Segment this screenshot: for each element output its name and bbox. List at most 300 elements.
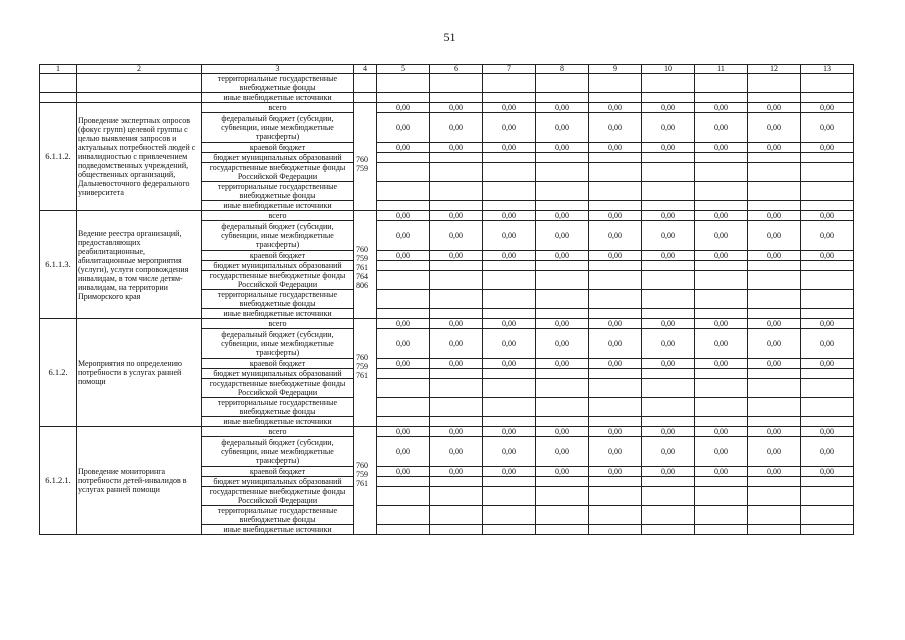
- value-cell: 0,00: [589, 251, 642, 261]
- value-cell: 0,00: [695, 103, 748, 113]
- value-cell: 0,00: [589, 319, 642, 329]
- kbk-code: 760: [356, 155, 368, 164]
- source-cell: всего: [202, 103, 354, 113]
- row-code: 6.1.2.1.: [40, 427, 77, 535]
- value-cell: 0,00: [589, 211, 642, 221]
- budget-table: [39, 64, 854, 535]
- value-cell: [377, 261, 430, 271]
- value-cell: 0,00: [748, 103, 801, 113]
- value-cell: 0,00: [748, 221, 801, 251]
- value-cell: 0,00: [377, 319, 430, 329]
- section-row: [40, 211, 854, 221]
- kbk-code: 760: [356, 461, 368, 470]
- value-cell: [801, 417, 854, 427]
- value-cell: 0,00: [430, 143, 483, 153]
- value-cell: [483, 309, 536, 319]
- value-cell: 0,00: [589, 427, 642, 437]
- value-cell: [748, 525, 801, 535]
- value-cell: 0,00: [483, 427, 536, 437]
- value-cell: 0,00: [801, 437, 854, 467]
- value-cell: [748, 487, 801, 506]
- value-cell: [748, 261, 801, 271]
- value-cell: [430, 398, 483, 417]
- value-cell: [642, 477, 695, 487]
- value-cell: [695, 261, 748, 271]
- value-cell: [430, 525, 483, 535]
- column-header-11: 11: [695, 65, 748, 74]
- value-cell: [377, 74, 430, 93]
- value-cell: [695, 477, 748, 487]
- source-cell: территориальные государственные внебюджетные фонды: [202, 398, 354, 417]
- column-header-7: 7: [483, 65, 536, 74]
- value-cell: [430, 487, 483, 506]
- value-cell: [589, 163, 642, 182]
- value-cell: 0,00: [748, 467, 801, 477]
- value-cell: 0,00: [589, 143, 642, 153]
- value-cell: [377, 153, 430, 163]
- value-cell: 0,00: [589, 221, 642, 251]
- source-cell: федеральный бюджет (субсидии, субвенции, иные межбюджетные трансферты): [202, 437, 354, 467]
- value-cell: [801, 153, 854, 163]
- value-cell: [695, 487, 748, 506]
- value-cell: 0,00: [430, 329, 483, 359]
- value-cell: [642, 93, 695, 103]
- kbk-code: 760: [356, 353, 368, 362]
- source-cell: федеральный бюджет (субсидии, субвенции, иные межбюджетные трансферты): [202, 113, 354, 143]
- value-cell: [483, 398, 536, 417]
- value-cell: 0,00: [536, 211, 589, 221]
- row-code: 6.1.2.: [40, 319, 77, 427]
- value-cell: 0,00: [695, 143, 748, 153]
- value-cell: [483, 182, 536, 201]
- value-cell: [483, 379, 536, 398]
- source-cell: бюджет муниципальных образований: [202, 477, 354, 487]
- source-cell: иные внебюджетные источники: [202, 93, 354, 103]
- value-cell: 0,00: [801, 251, 854, 261]
- value-cell: 0,00: [430, 211, 483, 221]
- value-cell: [483, 201, 536, 211]
- value-cell: [695, 290, 748, 309]
- value-cell: 0,00: [430, 251, 483, 261]
- source-cell: федеральный бюджет (субсидии, субвенции, иные межбюджетные трансферты): [202, 221, 354, 251]
- value-cell: [589, 398, 642, 417]
- value-cell: [642, 182, 695, 201]
- value-cell: [536, 506, 589, 525]
- kbk-code: 759: [356, 164, 368, 173]
- value-cell: 0,00: [536, 103, 589, 113]
- value-cell: [483, 74, 536, 93]
- value-cell: [748, 369, 801, 379]
- value-cell: [430, 163, 483, 182]
- source-cell: бюджет муниципальных образований: [202, 369, 354, 379]
- source-cell: государственные внебюджетные фонды Российской Федерации: [202, 487, 354, 506]
- value-cell: [801, 163, 854, 182]
- value-cell: 0,00: [748, 359, 801, 369]
- kbk-code: 761: [356, 263, 368, 272]
- kbk-cell: [354, 211, 377, 319]
- value-cell: [695, 398, 748, 417]
- value-cell: 0,00: [642, 113, 695, 143]
- value-cell: [377, 506, 430, 525]
- value-cell: [430, 201, 483, 211]
- value-cell: [642, 379, 695, 398]
- value-cell: [801, 182, 854, 201]
- value-cell: [801, 398, 854, 417]
- value-cell: [801, 525, 854, 535]
- value-cell: [642, 487, 695, 506]
- value-cell: 0,00: [430, 221, 483, 251]
- value-cell: 0,00: [536, 467, 589, 477]
- value-cell: 0,00: [748, 211, 801, 221]
- value-cell: [377, 182, 430, 201]
- value-cell: 0,00: [695, 319, 748, 329]
- value-cell: [695, 369, 748, 379]
- value-cell: [430, 417, 483, 427]
- value-cell: [801, 290, 854, 309]
- value-cell: [695, 506, 748, 525]
- value-cell: [483, 163, 536, 182]
- value-cell: 0,00: [695, 437, 748, 467]
- value-cell: [642, 163, 695, 182]
- column-header-9: 9: [589, 65, 642, 74]
- value-cell: 0,00: [801, 359, 854, 369]
- value-cell: [589, 201, 642, 211]
- value-cell: 0,00: [748, 319, 801, 329]
- value-cell: [536, 477, 589, 487]
- value-cell: 0,00: [483, 113, 536, 143]
- value-cell: 0,00: [589, 437, 642, 467]
- value-cell: [430, 309, 483, 319]
- value-cell: [589, 290, 642, 309]
- value-cell: 0,00: [642, 211, 695, 221]
- value-cell: 0,00: [642, 359, 695, 369]
- value-cell: [377, 201, 430, 211]
- value-cell: [430, 369, 483, 379]
- value-cell: [801, 369, 854, 379]
- value-cell: [377, 487, 430, 506]
- value-cell: [589, 525, 642, 535]
- value-cell: 0,00: [642, 143, 695, 153]
- value-cell: [695, 417, 748, 427]
- value-cell: [483, 290, 536, 309]
- value-cell: [695, 182, 748, 201]
- value-cell: 0,00: [536, 143, 589, 153]
- value-cell: 0,00: [642, 103, 695, 113]
- value-cell: [695, 379, 748, 398]
- value-cell: 0,00: [695, 221, 748, 251]
- source-cell: иные внебюджетные источники: [202, 417, 354, 427]
- value-cell: 0,00: [642, 329, 695, 359]
- source-cell: иные внебюджетные источники: [202, 309, 354, 319]
- value-cell: [642, 261, 695, 271]
- source-cell: всего: [202, 427, 354, 437]
- source-cell: краевой бюджет: [202, 251, 354, 261]
- value-cell: [642, 417, 695, 427]
- column-header-3: 3: [202, 65, 354, 74]
- value-cell: 0,00: [695, 211, 748, 221]
- section-row: [40, 427, 854, 437]
- source-cell: всего: [202, 319, 354, 329]
- value-cell: [430, 93, 483, 103]
- value-cell: 0,00: [589, 103, 642, 113]
- value-cell: [589, 487, 642, 506]
- value-cell: 0,00: [695, 359, 748, 369]
- value-cell: [430, 506, 483, 525]
- value-cell: [589, 477, 642, 487]
- value-cell: [536, 153, 589, 163]
- value-cell: [589, 369, 642, 379]
- carryover-row: [40, 74, 854, 93]
- value-cell: [377, 93, 430, 103]
- value-cell: [483, 417, 536, 427]
- value-cell: [536, 74, 589, 93]
- source-cell: территориальные государственные внебюджетные фонды: [202, 74, 354, 93]
- value-cell: 0,00: [748, 329, 801, 359]
- value-cell: [748, 163, 801, 182]
- source-cell: государственные внебюджетные фонды Российской Федерации: [202, 163, 354, 182]
- kbk-cell: [354, 93, 377, 103]
- value-cell: 0,00: [801, 143, 854, 153]
- code-cell: [40, 74, 77, 93]
- value-cell: [748, 93, 801, 103]
- value-cell: 0,00: [536, 251, 589, 261]
- value-cell: [748, 379, 801, 398]
- value-cell: 0,00: [801, 221, 854, 251]
- value-cell: [536, 309, 589, 319]
- section-row: [40, 103, 854, 113]
- value-cell: [430, 271, 483, 290]
- value-cell: [536, 271, 589, 290]
- value-cell: [589, 74, 642, 93]
- source-cell: государственные внебюджетные фонды Российской Федерации: [202, 271, 354, 290]
- value-cell: [483, 525, 536, 535]
- value-cell: 0,00: [801, 319, 854, 329]
- value-cell: [536, 487, 589, 506]
- kbk-cell: [354, 74, 377, 93]
- value-cell: [536, 290, 589, 309]
- value-cell: 0,00: [377, 437, 430, 467]
- value-cell: [748, 506, 801, 525]
- column-header-12: 12: [748, 65, 801, 74]
- value-cell: [377, 398, 430, 417]
- value-cell: 0,00: [377, 221, 430, 251]
- value-cell: [748, 201, 801, 211]
- value-cell: 0,00: [642, 427, 695, 437]
- value-cell: [801, 271, 854, 290]
- value-cell: [589, 417, 642, 427]
- row-code: 6.1.1.2.: [40, 103, 77, 211]
- value-cell: 0,00: [430, 319, 483, 329]
- value-cell: 0,00: [536, 319, 589, 329]
- value-cell: [377, 163, 430, 182]
- value-cell: 0,00: [483, 211, 536, 221]
- value-cell: [748, 74, 801, 93]
- source-cell: территориальные государственные внебюджетные фонды: [202, 506, 354, 525]
- value-cell: [589, 271, 642, 290]
- value-cell: 0,00: [536, 113, 589, 143]
- value-cell: 0,00: [642, 437, 695, 467]
- value-cell: [589, 506, 642, 525]
- column-header-13: 13: [801, 65, 854, 74]
- value-cell: 0,00: [483, 221, 536, 251]
- value-cell: [748, 153, 801, 163]
- kbk-cell: [354, 103, 377, 211]
- value-cell: 0,00: [642, 319, 695, 329]
- value-cell: [642, 201, 695, 211]
- value-cell: [536, 417, 589, 427]
- value-cell: [695, 271, 748, 290]
- carryover-row: [40, 93, 854, 103]
- value-cell: [642, 271, 695, 290]
- value-cell: 0,00: [377, 143, 430, 153]
- source-cell: бюджет муниципальных образований: [202, 153, 354, 163]
- value-cell: [483, 369, 536, 379]
- value-cell: [589, 379, 642, 398]
- source-cell: краевой бюджет: [202, 143, 354, 153]
- code-cell: [40, 93, 77, 103]
- value-cell: [589, 93, 642, 103]
- value-cell: [801, 93, 854, 103]
- value-cell: 0,00: [801, 103, 854, 113]
- value-cell: 0,00: [801, 329, 854, 359]
- kbk-code: 759: [356, 254, 368, 263]
- column-header-5: 5: [377, 65, 430, 74]
- column-header-6: 6: [430, 65, 483, 74]
- value-cell: 0,00: [430, 467, 483, 477]
- kbk-code: 764: [356, 272, 368, 281]
- value-cell: 0,00: [377, 113, 430, 143]
- value-cell: [536, 369, 589, 379]
- value-cell: 0,00: [483, 319, 536, 329]
- value-cell: [748, 398, 801, 417]
- value-cell: [536, 93, 589, 103]
- source-cell: федеральный бюджет (субсидии, субвенции, иные межбюджетные трансферты): [202, 329, 354, 359]
- value-cell: 0,00: [589, 113, 642, 143]
- value-cell: 0,00: [748, 251, 801, 261]
- value-cell: [801, 261, 854, 271]
- value-cell: [695, 93, 748, 103]
- value-cell: 0,00: [377, 211, 430, 221]
- value-cell: [642, 153, 695, 163]
- source-cell: территориальные государственные внебюджетные фонды: [202, 182, 354, 201]
- column-header-1: 1: [40, 65, 77, 74]
- kbk-code: 761: [356, 371, 368, 380]
- value-cell: [642, 309, 695, 319]
- value-cell: 0,00: [483, 143, 536, 153]
- value-cell: 0,00: [536, 437, 589, 467]
- value-cell: [483, 477, 536, 487]
- kbk-code: 759: [356, 470, 368, 479]
- value-cell: [695, 163, 748, 182]
- value-cell: [377, 525, 430, 535]
- kbk-code: 806: [356, 281, 368, 290]
- column-header-4: 4: [354, 65, 377, 74]
- value-cell: [801, 74, 854, 93]
- value-cell: [642, 398, 695, 417]
- value-cell: 0,00: [642, 251, 695, 261]
- value-cell: [642, 74, 695, 93]
- value-cell: [695, 525, 748, 535]
- kbk-code: 761: [356, 479, 368, 488]
- value-cell: [377, 477, 430, 487]
- value-cell: 0,00: [483, 467, 536, 477]
- value-cell: [536, 525, 589, 535]
- value-cell: [642, 506, 695, 525]
- value-cell: [748, 309, 801, 319]
- value-cell: [483, 261, 536, 271]
- value-cell: [536, 182, 589, 201]
- column-header-8: 8: [536, 65, 589, 74]
- value-cell: 0,00: [642, 221, 695, 251]
- value-cell: [536, 379, 589, 398]
- value-cell: 0,00: [536, 359, 589, 369]
- value-cell: 0,00: [377, 359, 430, 369]
- source-cell: иные внебюджетные источники: [202, 201, 354, 211]
- value-cell: 0,00: [801, 467, 854, 477]
- value-cell: 0,00: [801, 211, 854, 221]
- value-cell: [642, 290, 695, 309]
- kbk-cell: [354, 319, 377, 427]
- value-cell: 0,00: [430, 103, 483, 113]
- value-cell: [589, 182, 642, 201]
- value-cell: 0,00: [748, 427, 801, 437]
- value-cell: [430, 290, 483, 309]
- value-cell: [483, 506, 536, 525]
- value-cell: [801, 379, 854, 398]
- value-cell: 0,00: [801, 113, 854, 143]
- value-cell: [801, 487, 854, 506]
- value-cell: 0,00: [483, 251, 536, 261]
- value-cell: 0,00: [589, 359, 642, 369]
- value-cell: 0,00: [536, 427, 589, 437]
- value-cell: [536, 261, 589, 271]
- value-cell: [536, 398, 589, 417]
- value-cell: 0,00: [377, 329, 430, 359]
- value-cell: 0,00: [589, 329, 642, 359]
- value-cell: 0,00: [483, 437, 536, 467]
- value-cell: [801, 506, 854, 525]
- source-cell: иные внебюджетные источники: [202, 525, 354, 535]
- row-name: Проведение экспертных опросов (фокус групп) целевой группы с целью выявления запросов и актуальных потребностей людей с инвалидностью с привлечением подведомственных учреждений, общественных организаций, Дальневосточного федерального университета: [77, 103, 202, 211]
- source-cell: краевой бюджет: [202, 359, 354, 369]
- value-cell: [801, 477, 854, 487]
- value-cell: 0,00: [536, 221, 589, 251]
- value-cell: [748, 182, 801, 201]
- value-cell: 0,00: [430, 437, 483, 467]
- value-cell: [748, 271, 801, 290]
- value-cell: [695, 309, 748, 319]
- value-cell: [430, 74, 483, 93]
- value-cell: [589, 309, 642, 319]
- value-cell: [483, 271, 536, 290]
- value-cell: 0,00: [536, 329, 589, 359]
- row-name: Мероприятия по определению потребности в услугах ранней помощи: [77, 319, 202, 427]
- value-cell: [377, 379, 430, 398]
- value-cell: [430, 153, 483, 163]
- row-name: Ведение реестра организаций, предоставляющих реабилитационные, абилитационные мероприятия (услуги), услуги сопровождения инвалидам, в том числе детям-инвалидам, на территории Приморского края: [77, 211, 202, 319]
- value-cell: [483, 487, 536, 506]
- value-cell: [536, 201, 589, 211]
- value-cell: 0,00: [642, 467, 695, 477]
- source-cell: всего: [202, 211, 354, 221]
- value-cell: 0,00: [430, 359, 483, 369]
- value-cell: 0,00: [695, 467, 748, 477]
- value-cell: 0,00: [748, 437, 801, 467]
- kbk-code: 759: [356, 362, 368, 371]
- value-cell: 0,00: [377, 251, 430, 261]
- header-row: [40, 65, 854, 74]
- value-cell: [695, 74, 748, 93]
